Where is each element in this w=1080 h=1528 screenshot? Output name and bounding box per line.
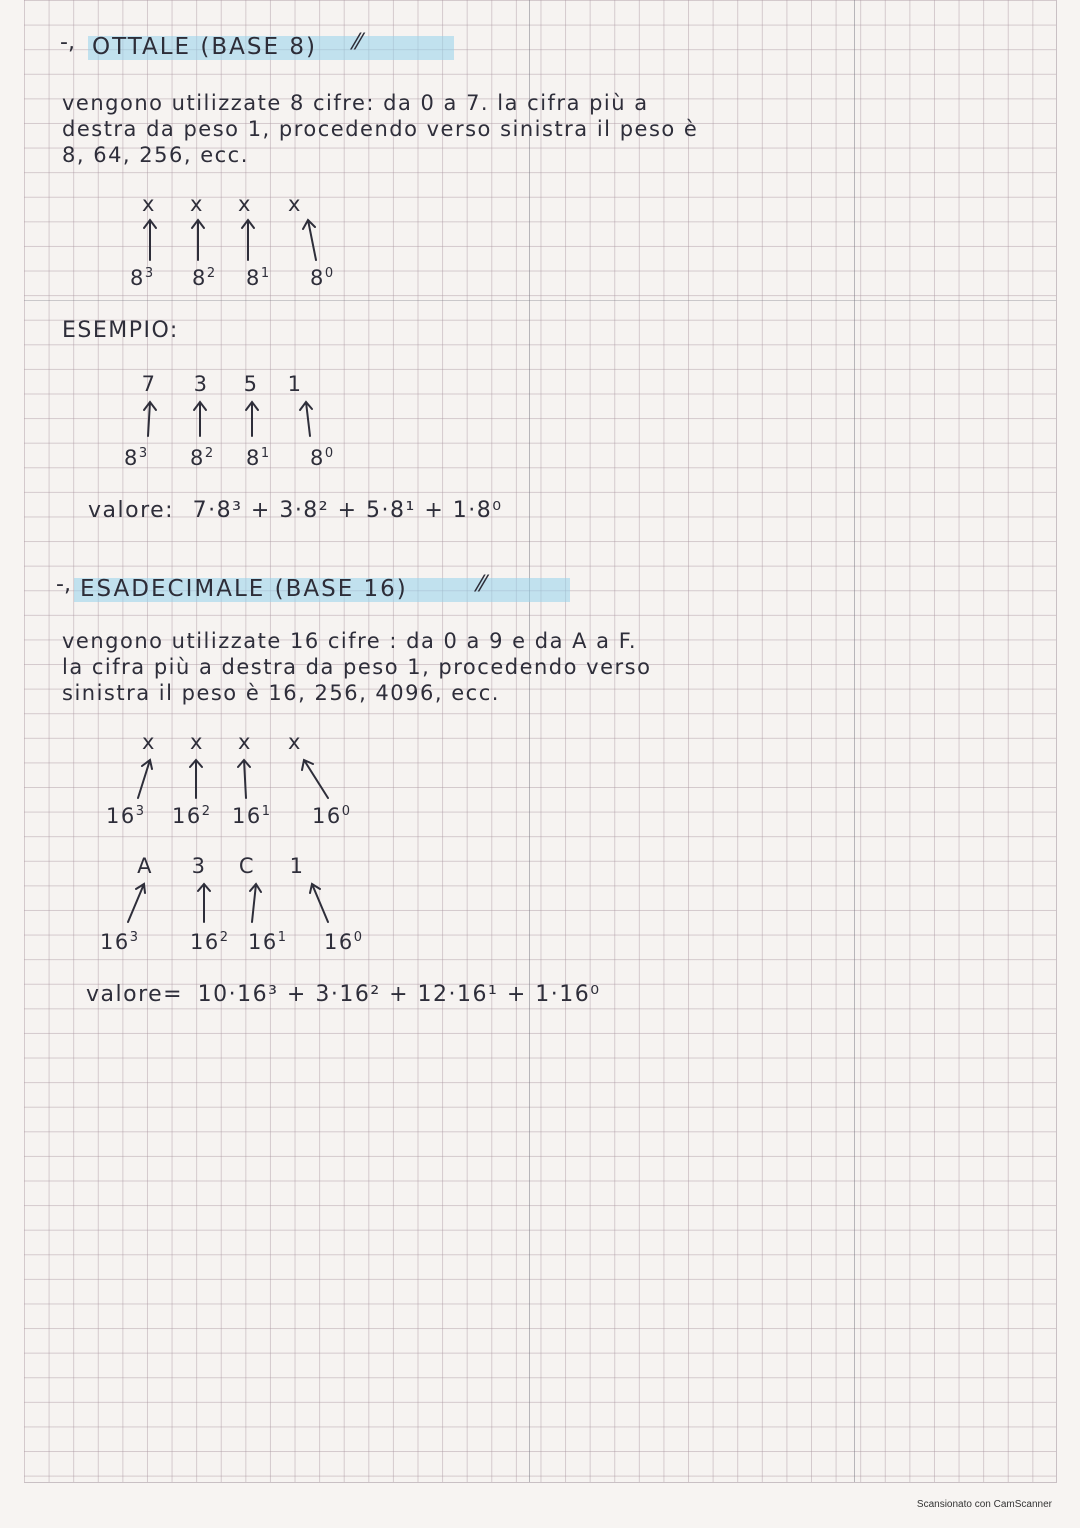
- hex-value: [86, 982, 601, 1007]
- hex-paragraph-line-2: la cifra più a destra da peso 1, procedendo verso: [62, 655, 652, 679]
- scheme-digit: x: [238, 730, 252, 754]
- example-label: ESEMPIO:: [62, 318, 179, 343]
- example-base: $8^3$: [124, 446, 149, 470]
- scheme-digit: x: [142, 192, 156, 216]
- scheme-base: $8^2$: [192, 266, 217, 290]
- example-base: $16^2$: [190, 930, 230, 954]
- octal-title: OTTALE (BASE 8): [92, 34, 317, 60]
- hex-paragraph-line-1: vengono utilizzate 16 cifre : da 0 a 9 e da A a F.: [62, 629, 638, 653]
- scheme-digit: x: [190, 730, 204, 754]
- scheme-base: $8^3$: [130, 266, 155, 290]
- value-label: valore=: [86, 982, 184, 1007]
- example-digit: 1: [289, 854, 305, 878]
- example-digit: 5: [243, 372, 259, 396]
- hex-paragraph-line-3: sinistra il peso è 16, 256, 4096, ecc.: [62, 681, 500, 705]
- octal-value: [88, 498, 503, 523]
- scheme-base: $8^1$: [246, 266, 271, 290]
- scheme-digit: x: [238, 192, 252, 216]
- octal-paragraph-line-3: 8, 64, 256, ecc.: [62, 143, 249, 167]
- scheme-digit: x: [142, 730, 156, 754]
- example-digit: 7: [141, 372, 157, 396]
- scheme-digit: x: [288, 192, 302, 216]
- example-base: $16^1$: [248, 930, 288, 954]
- arrows-icon: [130, 398, 330, 440]
- example-base: $8^1$: [246, 446, 271, 470]
- example-digit: 3: [191, 854, 207, 878]
- arrows-icon: [130, 216, 330, 266]
- scheme-base: $16^2$: [172, 804, 212, 828]
- octal-paragraph-line-1: vengono utilizzate 8 cifre: da 0 a 7. la cifra più a: [62, 91, 649, 115]
- scheme-base: $8^0$: [310, 266, 335, 290]
- margin-line: [854, 0, 855, 1482]
- value-label: valore:: [88, 498, 175, 523]
- arrows-icon: [120, 754, 340, 802]
- example-digit: C: [238, 854, 256, 878]
- example-digit: 3: [193, 372, 209, 396]
- hex-title: ESADECIMALE (BASE 16): [80, 576, 408, 602]
- example-digit: A: [137, 854, 153, 878]
- example-base: $8^0$: [310, 446, 335, 470]
- example-base: $8^2$: [190, 446, 215, 470]
- octal-paragraph-line-2: destra da peso 1, procedendo verso sinistra il peso è: [62, 117, 699, 141]
- scheme-digit: x: [288, 730, 302, 754]
- example-base: $16^0$: [324, 930, 364, 954]
- scanner-footer: Scansionato con CamScanner: [916, 1499, 1052, 1510]
- ruled-line: [24, 300, 1056, 301]
- margin-line: [529, 0, 530, 1482]
- title-dash: ⁄⁄: [478, 572, 486, 597]
- value-formula: 10·16³ + 3·16² + 12·16¹ + 1·16⁰: [197, 982, 601, 1007]
- scheme-base: $16^1$: [232, 804, 272, 828]
- value-formula: 7·8³ + 3·8² + 5·8¹ + 1·8⁰: [192, 498, 503, 523]
- scheme-digit: x: [190, 192, 204, 216]
- scheme-base: $16^0$: [312, 804, 352, 828]
- arrows-icon: [110, 878, 340, 928]
- title-dash: -,: [56, 572, 71, 597]
- title-dash: ⁄⁄: [354, 30, 362, 55]
- example-digit: 1: [287, 372, 303, 396]
- title-dash: -,: [60, 30, 75, 55]
- scheme-base: $16^3$: [106, 804, 146, 828]
- example-base: $16^3$: [100, 930, 140, 954]
